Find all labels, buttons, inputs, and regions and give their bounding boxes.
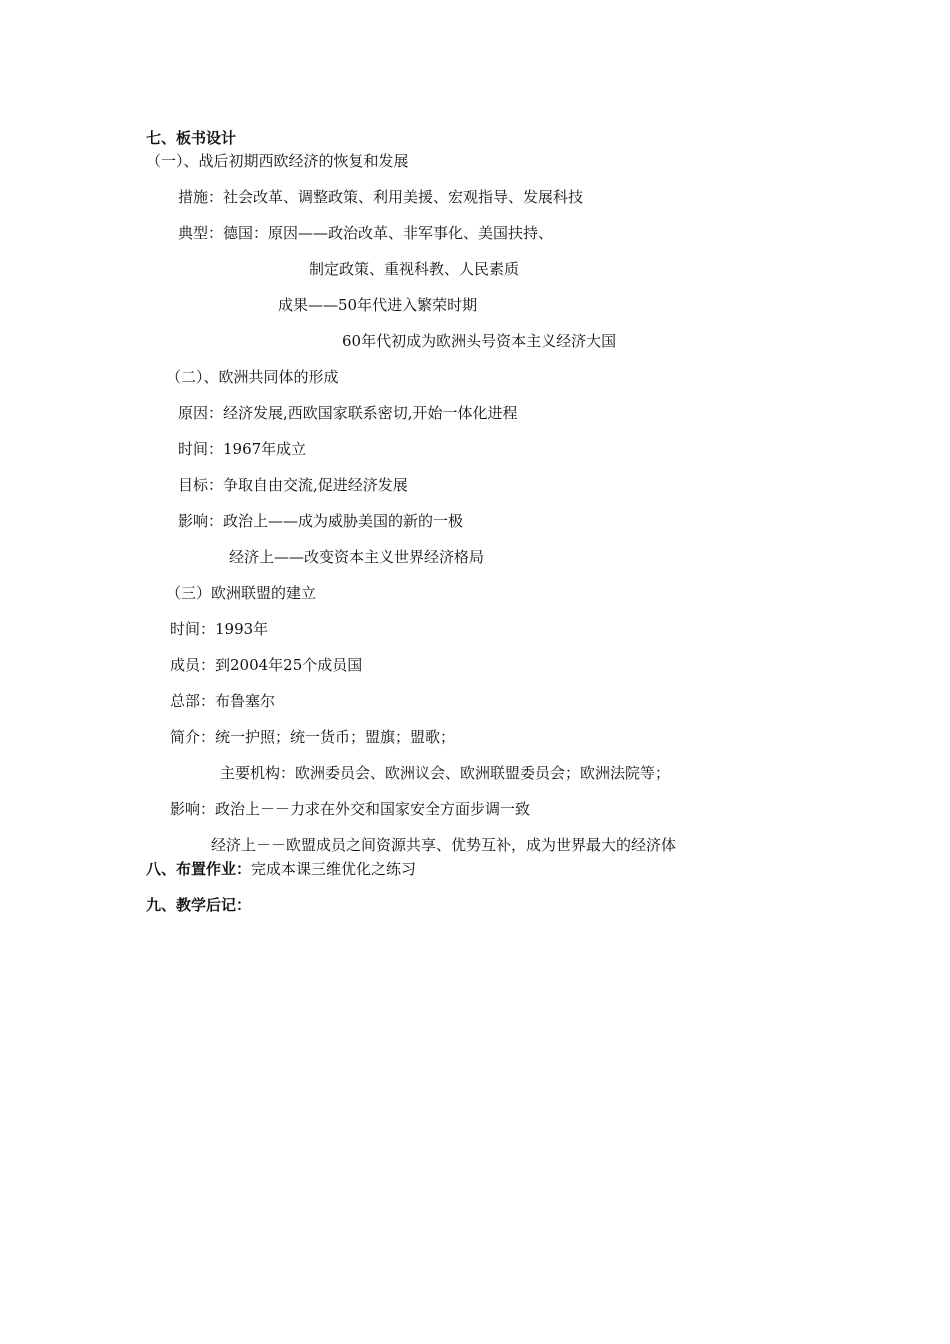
part-2-time: 时间：1967年成立 xyxy=(178,440,307,458)
part-2-heading: （二）、欧洲共同体的形成 xyxy=(166,368,339,386)
part-1-result-line-2: 60年代初成为欧洲头号资本主义经济大国 xyxy=(342,332,617,350)
part-3-organs: 主要机构：欧洲委员会、欧洲议会、欧洲联盟委员会；欧洲法院等； xyxy=(220,764,671,782)
part-3-headquarters: 总部：布鲁塞尔 xyxy=(170,692,276,710)
part-3-intro: 简介：统一护照；统一货币；盟旗；盟歌； xyxy=(170,728,456,746)
section-8-title: 八、布置作业： xyxy=(146,860,252,878)
section-8 xyxy=(146,859,416,879)
part-3-impact-line-1: 影响：政治上－－力求在外交和国家安全方面步调一致 xyxy=(170,800,531,818)
section-9-title: 九、教学后记： xyxy=(146,896,252,914)
part-1-example-line-2: 制定政策、重视科教、人民素质 xyxy=(309,260,520,278)
part-1-measures: 措施：社会改革、调整政策、利用美援、宏观指导、发展科技 xyxy=(178,188,584,206)
part-3-members: 成员：到2004年25个成员国 xyxy=(170,656,363,674)
part-3-time: 时间：1993年 xyxy=(170,620,269,638)
part-1-heading: （一）、战后初期西欧经济的恢复和发展 xyxy=(146,152,409,170)
part-2-impact-line-2: 经济上——改变资本主义世界经济格局 xyxy=(229,548,485,566)
part-2-goal: 目标：争取自由交流,促进经济发展 xyxy=(178,476,408,494)
section-8-text: 完成本课三维优化之练习 xyxy=(251,860,417,878)
part-3-impact-line-2: 经济上－－欧盟成员之间资源共享、优势互补，成为世界最大的经济体 xyxy=(211,836,677,854)
part-2-reason: 原因：经济发展,西欧国家联系密切,开始一体化进程 xyxy=(178,404,518,422)
part-3-heading: （三）欧洲联盟的建立 xyxy=(166,584,317,602)
part-1-result-line-1: 成果——50年代进入繁荣时期 xyxy=(278,296,478,314)
part-1-example-line-1: 典型：德国：原因——政治改革、非军事化、美国扶持、 xyxy=(178,224,554,242)
section-7-title: 七、板书设计 xyxy=(146,129,237,147)
part-2-impact-line-1: 影响：政治上——成为威胁美国的新的一极 xyxy=(178,512,464,530)
